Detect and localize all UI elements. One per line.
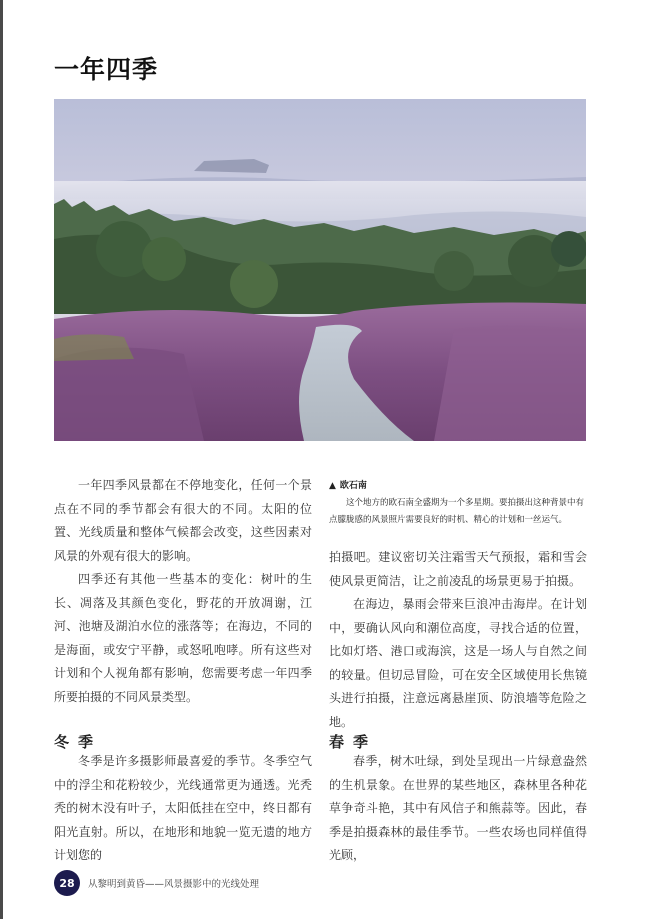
section-heading-winter: 冬季 (54, 733, 103, 751)
caption-heading: 欧石南 (339, 481, 367, 491)
section-heading-spring: 春季 (329, 733, 378, 751)
intro-paragraph: 四季还有其他一些基本的变化：树叶的生长、凋落及其颜色变化，野花的开放凋谢，江河、池塘及湖泊水位的涨落等；在海边，不同的是海面，或安宁平静，或怒吼咆哮。所有这些对计划和个人视角都有影响，您需要考虑一年四季所要拍摄的不同风景类型。 (54, 572, 312, 704)
heather-landscape-photo (54, 99, 586, 441)
page-number-badge: 28 (54, 870, 80, 896)
spring-paragraph: 春季，树木吐绿，到处呈现出一片绿意盎然的生机景象。在世界的某些地区，森林里各种花草争奇斗艳，其中有风信子和熊蒜等。因此，春季是拍摄森林的最佳季节。一些农场也同样值得光顾， (329, 754, 587, 862)
page-spine-edge (0, 0, 3, 919)
photo-caption (329, 478, 587, 529)
caption-body: 这个地方的欧石南全盛期为一个多星期。要拍摄出这种背景中有点朦胧感的风景照片需要良好的时机、精心的计划和一丝运气。 (329, 498, 585, 525)
right-paragraph: 拍摄吧。建议密切关注霜雪天气预报，霜和雪会使风景更简洁，让之前凌乱的场景更易于拍摄。 (329, 550, 587, 588)
right-paragraph: 在海边，暴雨会带来巨浪冲击海岸。在计划中，要确认风向和潮位高度，寻找合适的位置，比如灯塔、港口或海滨，这是一场人与自然之间的较量。但切忌冒险，可在安全区域使用长焦镜头进行拍摄，注意远离悬崖顶、防浪墙等危险之地。 (329, 597, 587, 729)
triangle-up-icon: ▲ (329, 481, 336, 491)
winter-text-column (54, 750, 312, 868)
intro-paragraph: 一年四季风景都在不停地变化，任何一个景点在不同的季节都会有很大的不同。太阳的位置、光线质量和整体气候都会改变，这些因素对风景的外观有很大的影响。 (54, 478, 312, 563)
page-title: 一年四季 (54, 55, 159, 84)
page-footer (54, 870, 259, 896)
right-text-column (329, 546, 587, 734)
spring-text-column (329, 750, 587, 868)
caption-heading-row (329, 478, 587, 495)
running-footer-title: 从黎明到黄昏——风景摄影中的光线处理 (88, 879, 260, 890)
winter-paragraph: 冬季是许多摄影师最喜爱的季节。冬季空气中的浮尘和花粉较少，光线通常更为通透。光秃秃的树木没有叶子，太阳低挂在空中，终日都有阳光直射。所以，在地形和地貌一览无遗的地方计划您的 (54, 754, 312, 862)
intro-text-column (54, 474, 312, 709)
